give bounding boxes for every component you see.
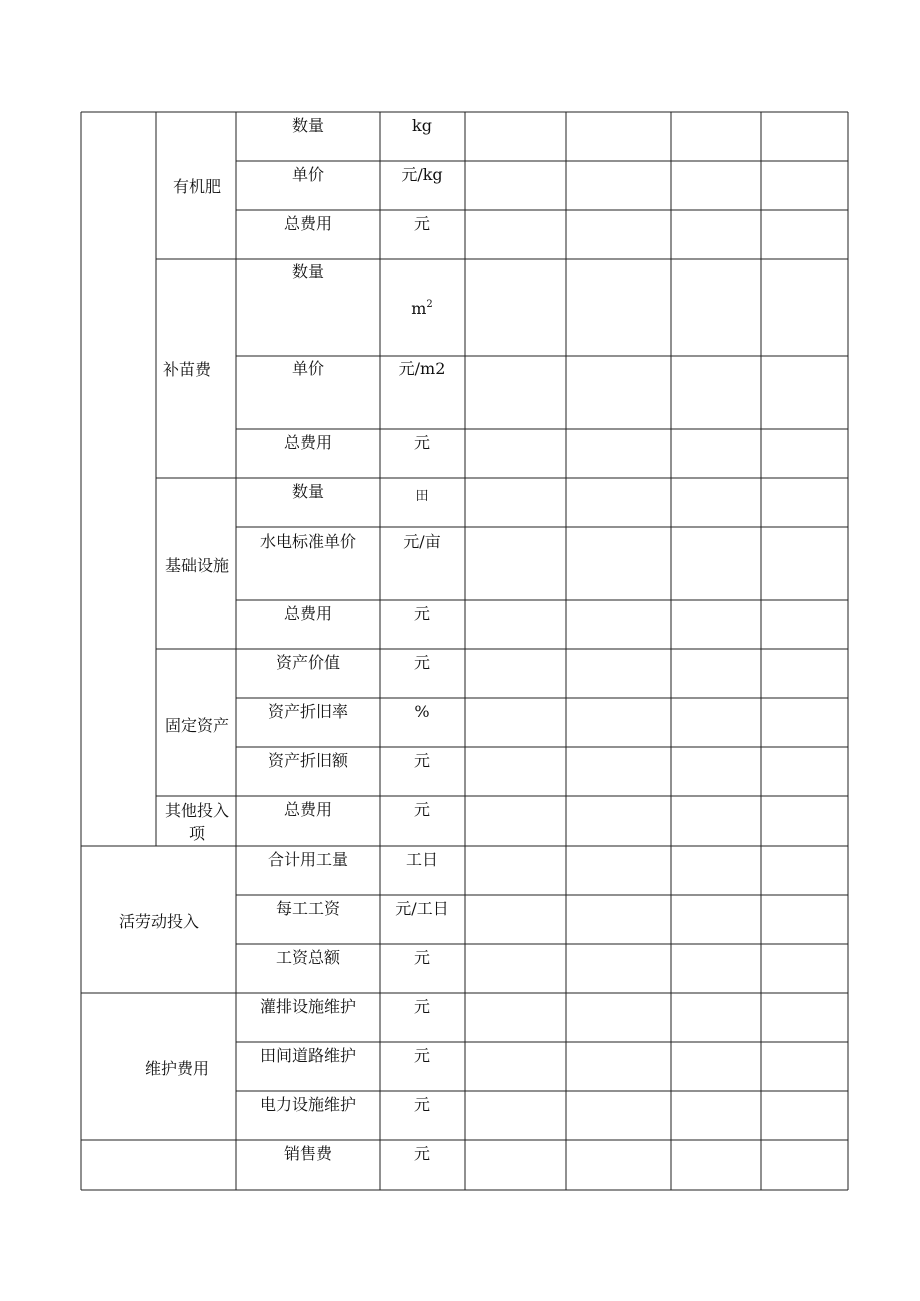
item-cell: 总费用: [283, 604, 333, 623]
item-cell: 数量: [291, 116, 325, 135]
item-cell: 工资总额: [275, 948, 341, 967]
item-cell: 灌排设施维护: [259, 997, 357, 1016]
item-cell: 总费用: [283, 800, 333, 819]
item-cell: 单价: [291, 165, 325, 184]
unit-cell: %: [414, 702, 430, 721]
item-cell: 资产折旧额: [267, 751, 349, 770]
item-cell: 总费用: [283, 433, 333, 452]
item-cell: 田间道路维护: [259, 1046, 357, 1065]
unit-cell: 元/m2: [398, 359, 446, 378]
unit-cell: 元: [413, 653, 431, 672]
item-cell: 数量: [291, 482, 325, 501]
unit-cell: 元: [413, 751, 431, 770]
item-cell: 单价: [291, 359, 325, 378]
group-label-organic-fertilizer: 有机肥: [172, 177, 222, 196]
item-cell: 资产价值: [275, 653, 341, 672]
item-cell: 资产折旧率: [267, 702, 349, 721]
unit-cell: 元: [413, 800, 431, 819]
unit-cell: 元/工日: [395, 899, 449, 918]
unit-cell: 元: [413, 433, 431, 452]
unit-cell: 元/kg: [401, 165, 443, 184]
unit-superscript: 2: [426, 298, 433, 310]
group-label-maintenance-costs: 维护费用: [144, 1059, 210, 1078]
group-label-other-inputs: 其他投入项: [164, 801, 229, 843]
item-cell: 每工工资: [275, 899, 341, 918]
unit-cell: 元: [413, 997, 431, 1016]
unit-cell: 工日: [405, 850, 439, 869]
group-label-infrastructure: 基础设施: [164, 556, 230, 575]
unit-cell: 元: [413, 1046, 431, 1065]
unit-cell: 田: [415, 489, 429, 504]
unit-cell: 元: [413, 604, 431, 623]
item-cell: 合计用工量: [267, 850, 349, 869]
unit-cell: kg: [412, 116, 432, 135]
unit-base: m: [411, 299, 427, 318]
item-cell: 水电标准单价: [259, 532, 357, 551]
unit-cell: 元: [413, 948, 431, 967]
unit-cell: 元: [413, 214, 431, 233]
group-label-live-labor: 活劳动投入: [118, 912, 200, 931]
unit-cell-square-meter: [411, 299, 433, 319]
group-label-fixed-assets: 固定资产: [164, 716, 230, 735]
item-cell: 数量: [291, 262, 325, 281]
unit-cell: 元/亩: [403, 532, 441, 551]
unit-cell: 元: [413, 1095, 431, 1114]
item-cell: 销售费: [283, 1144, 333, 1163]
item-cell: 总费用: [283, 214, 333, 233]
item-cell: 电力设施维护: [259, 1095, 357, 1114]
group-label-replanting-fee: 补苗费: [162, 360, 212, 379]
unit-cell: 元: [413, 1144, 431, 1163]
